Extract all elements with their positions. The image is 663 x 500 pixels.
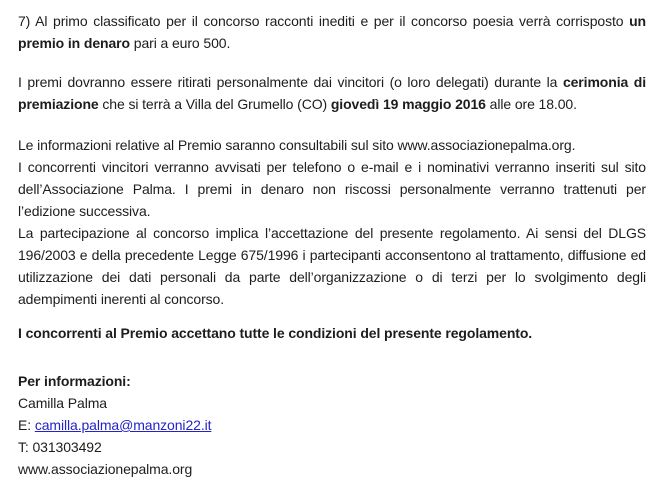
contact-block bbox=[18, 370, 646, 480]
clause-7-prize-bold: un premio in denaro bbox=[18, 13, 646, 51]
ceremony-lead: I premi dovranno essere ritirati personalmente dai vincitori (o loro delegati) durante la bbox=[18, 74, 563, 90]
contact-heading: Per informazioni: bbox=[18, 373, 131, 389]
contact-phone-line: T: 031303492 bbox=[18, 439, 102, 455]
ceremony-bold: cerimonia di premiazione bbox=[18, 74, 646, 112]
contact-name: Camilla Palma bbox=[18, 395, 107, 411]
clause-7-paragraph bbox=[18, 10, 646, 54]
winners-notification-paragraph: I concorrenti vincitori verranno avvisati per telefono o e-mail e i nominativi verranno inseriti sul sito dell’Associazione Palma. I premi in denaro non riscossi personalmente verranno trattenuti per l’edizione successiva. bbox=[18, 159, 646, 219]
email-link[interactable]: camilla.palma@manzoni22.it bbox=[34, 417, 212, 433]
ceremony-tail: alle ore 18.00. bbox=[485, 96, 577, 112]
clause-7-tail: pari a euro 500. bbox=[129, 35, 231, 51]
acceptance-statement: I concorrenti al Premio accettano tutte le condizioni del presente regolamento. bbox=[18, 325, 533, 341]
clause-7-lead: 7) Al primo classificato per il concorso racconti inediti e per il concorso poesia verrà corrisposto bbox=[18, 13, 630, 29]
email-prefix: E: bbox=[18, 417, 35, 433]
contact-website: www.associazionepalma.org bbox=[18, 461, 193, 477]
ceremony-mid: che si terrà a Villa del Grumello (CO) bbox=[98, 96, 331, 112]
info-website-paragraph: Le informazioni relative al Premio saranno consultabili sul sito www.associazionepalma.org. bbox=[18, 137, 576, 153]
ceremony-date-bold: giovedì 19 maggio 2016 bbox=[330, 96, 486, 112]
prize-ceremony-paragraph bbox=[18, 71, 646, 115]
contact-email-line bbox=[18, 414, 646, 436]
privacy-regulation-paragraph: La partecipazione al concorso implica l’accettazione del presente regolamento. Ai sensi del DLGS 196/2003 e della precedente Legge 675/1996 i partecipanti acconsentono al trattamento, diffusione ed utilizzazione dei dati personali da parte dell’organizzazione o di terzi per lo svolgimento degli adempimenti inerenti al concorso. bbox=[18, 225, 646, 307]
